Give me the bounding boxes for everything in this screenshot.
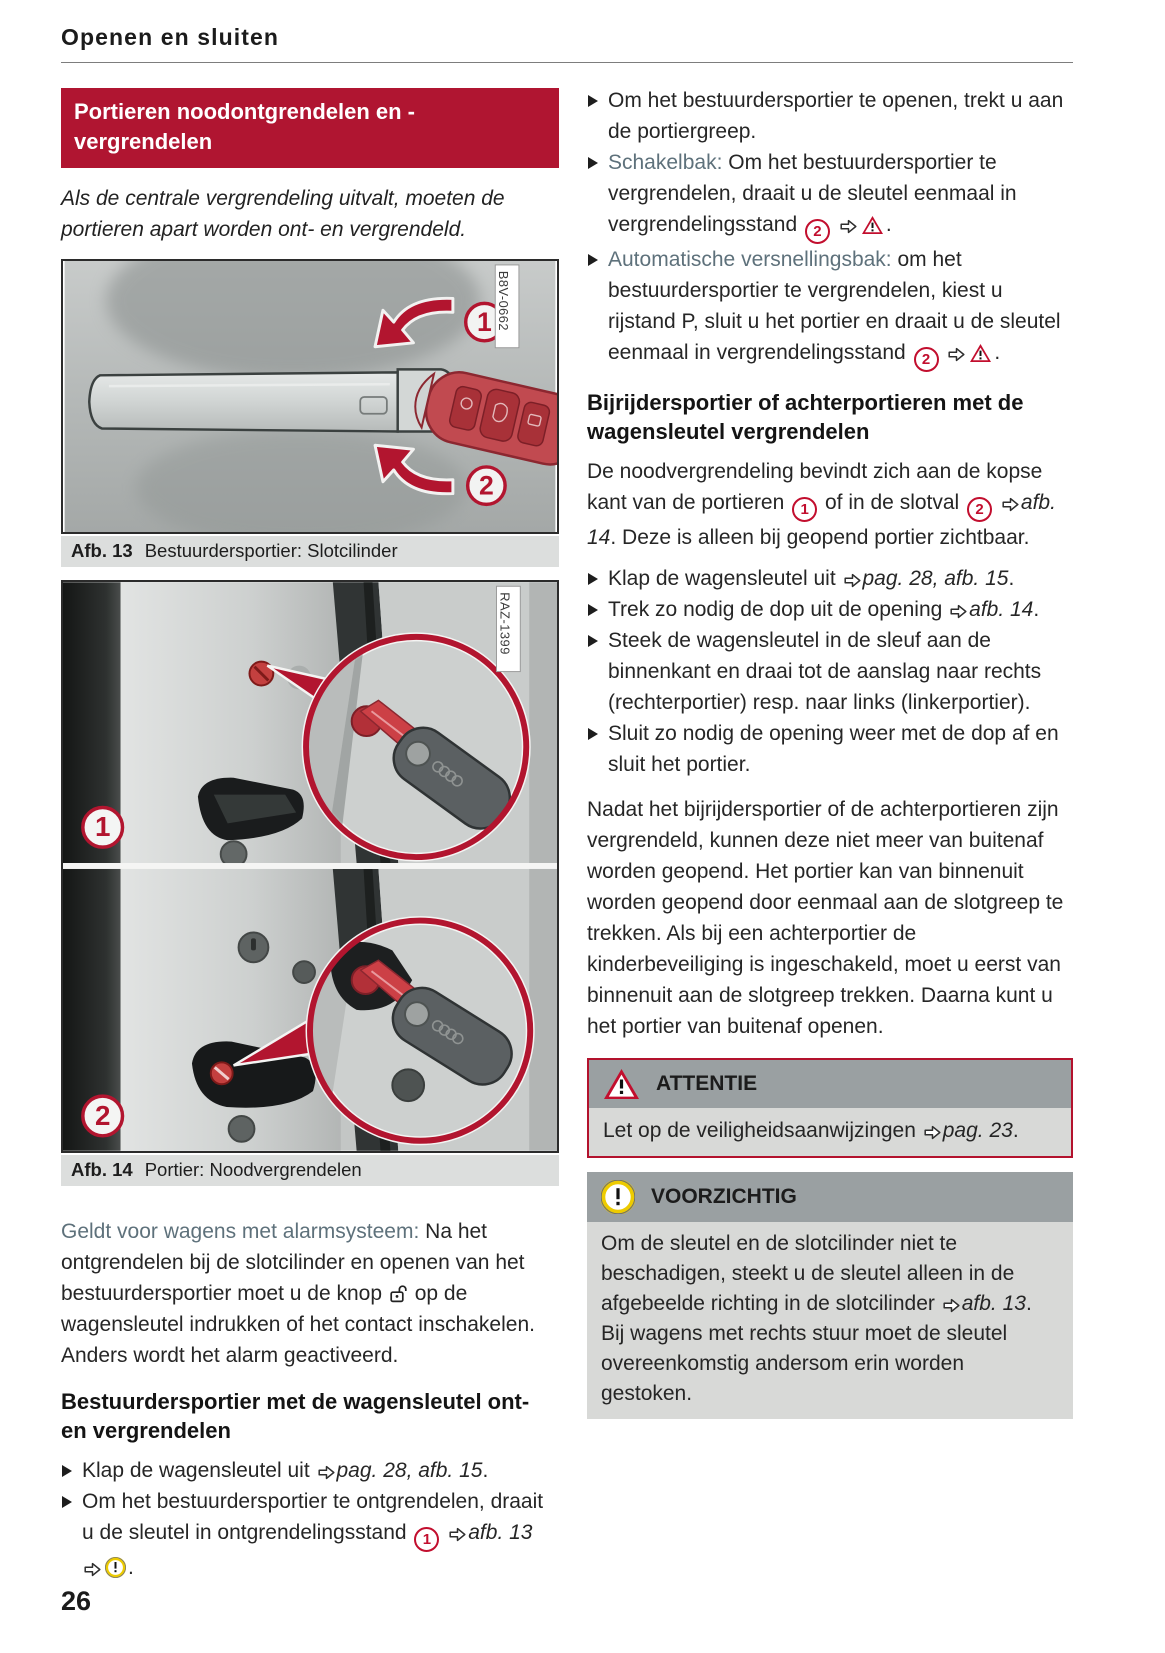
- caution-header: [587, 1172, 1073, 1222]
- figure-14-caption: [61, 1155, 559, 1186]
- page-title: Openen en sluiten: [61, 24, 280, 50]
- text-run: Steek de wagensleutel in de sleuf aan de binnenkant en draai tot de aanslag naar rechts (rechterportier) resp. naar links (linkerportier).: [608, 629, 1042, 714]
- door-handle: [89, 369, 457, 431]
- svg-text:2: 2: [478, 470, 494, 501]
- text-run: . Bij wagens met rechts stuur moet de sleutel overeenkomstig andersom erin worden gestoken.: [601, 1292, 1032, 1405]
- arrow-icon: [318, 1465, 335, 1480]
- bullet-item: [587, 85, 1073, 147]
- section-heading-driver-door: Bestuurdersportier met de wagensleutel ont- en vergrendelen: [61, 1389, 530, 1443]
- ref-number-badge: 2: [967, 497, 992, 522]
- text-run: of in de slotval: [819, 491, 966, 514]
- attention-body: [589, 1108, 1071, 1156]
- warn-icon: [861, 215, 884, 235]
- text-run: afb. 14: [969, 598, 1034, 621]
- figure-14-caption-label: Afb. 14: [71, 1159, 133, 1180]
- section-title-banner: Portieren noodontgrendelen en -vergrendelen: [61, 88, 559, 168]
- text-run: Om de sleutel en de slotcilinder niet te beschadigen, steekt u de sleutel alleen in de afgebeelde richting in de slotcilinder: [601, 1232, 1015, 1315]
- marker-1-badge: [83, 807, 123, 847]
- text-run: Geldt voor wagens met alarmsysteem:: [61, 1220, 420, 1243]
- text-run: [832, 213, 838, 236]
- text-run: Om het bestuurdersportier te vergrendelen, draait u de sleutel eenmaal in vergrendelingsstand: [608, 151, 1017, 236]
- arrow-icon: [950, 604, 967, 619]
- text-run: Klap de wagensleutel uit: [82, 1459, 316, 1482]
- bullet-item: [587, 147, 1073, 244]
- figure-13-caption-label: Afb. 13: [71, 540, 133, 561]
- bullet-item: [587, 563, 1073, 594]
- right-column: [587, 0, 1073, 1419]
- text-run: Na het ontgrendelen bij de slotcilinder en openen van het bestuurdersportier moet u de knop: [61, 1220, 525, 1305]
- ref-number-badge: 1: [414, 1527, 439, 1552]
- text-run: op de wagensleutel indrukken of het contact inschakelen. Anders wordt het alarm geactiveerd.: [61, 1282, 535, 1367]
- text-run: afb. 14: [587, 491, 1056, 549]
- text-run: Sluit zo nodig de opening weer met de dop af en sluit het portier.: [608, 722, 1059, 776]
- bullet-item: [61, 1455, 559, 1486]
- text-run: [441, 1521, 447, 1544]
- text-run: [994, 491, 1000, 514]
- image-id-label: [496, 586, 520, 671]
- caution-icon: [105, 1557, 126, 1578]
- caution-title: VOORZICHTIG: [651, 1185, 797, 1208]
- half-divider: [63, 863, 557, 869]
- text-run: .: [1012, 1119, 1019, 1142]
- bullet-item: [587, 594, 1073, 625]
- arrow-icon: [449, 1527, 466, 1542]
- emergency-lock-screw: [211, 1062, 233, 1084]
- alarm-note: [61, 1216, 559, 1371]
- attention-title: ATTENTIE: [656, 1072, 758, 1095]
- text-run: De noodvergrendeling bevindt zich aan de kopse kant van de portieren: [587, 460, 1043, 514]
- arrow-icon: [924, 1125, 941, 1140]
- page-number: 26: [61, 1586, 92, 1616]
- ref-number-badge: 2: [805, 219, 830, 244]
- bullet-item: [587, 244, 1073, 372]
- bullet-item: [587, 625, 1073, 718]
- svg-text:1: 1: [477, 306, 492, 337]
- text-run: Automatische versnellingsbak:: [608, 248, 892, 271]
- mid-bullet-list: [587, 563, 1073, 780]
- figure-13-image: [61, 259, 559, 534]
- arrow-icon: [84, 1562, 101, 1577]
- image-id-label: [495, 265, 519, 348]
- top-bullet-list: [587, 85, 1073, 372]
- intro-text: Als de centrale vergrendeling uitvalt, moeten de portieren apart worden ont- en vergrendeld.: [61, 187, 505, 241]
- text-run: Schakelbak:: [608, 151, 723, 174]
- text-run: .: [885, 213, 892, 236]
- figure-afb-13: [61, 259, 559, 567]
- text-run: .: [1008, 567, 1015, 590]
- warning-triangle-icon: [603, 1068, 640, 1100]
- arrow-icon: [1002, 497, 1019, 512]
- caution-box: [587, 1172, 1073, 1419]
- text-run: Let op de veiligheidsaanwijzingen: [603, 1119, 922, 1142]
- figure-13-caption-text: Bestuurdersportier: Slotcilinder: [144, 540, 398, 561]
- arrow-icon: [948, 347, 965, 362]
- figure-afb-14: [61, 580, 559, 1186]
- svg-text:B8V-0662: B8V-0662: [496, 270, 512, 332]
- figure-14-lower-view: [63, 869, 557, 1153]
- left-column: [61, 0, 559, 1583]
- figure-14-caption-text: Portier: Noodvergrendelen: [144, 1159, 362, 1180]
- text-run: .: [994, 341, 1001, 364]
- text-run: afb. 13: [961, 1292, 1026, 1315]
- warn-icon: [969, 343, 992, 363]
- unlock-icon: [390, 1284, 407, 1303]
- driver-door-bullet-list: [61, 1455, 559, 1583]
- arrow-icon: [840, 219, 857, 234]
- svg-text:2: 2: [94, 1099, 111, 1131]
- svg-text:RAZ-1399: RAZ-1399: [497, 592, 513, 655]
- section-heading-passenger-doors: Bijrijdersportier of achterportieren met de wagensleutel vergrendelen: [587, 390, 1024, 444]
- text-run: Klap de wagensleutel uit: [608, 567, 842, 590]
- text-run: afb. 13: [468, 1521, 533, 1544]
- text-run: pag. 23: [942, 1119, 1013, 1142]
- text-run: Om het bestuurdersportier te ontgrendelen, draait u de sleutel in ontgrendelingsstand: [82, 1490, 544, 1544]
- caution-circle-icon: [601, 1180, 635, 1214]
- attention-header: [589, 1060, 1071, 1108]
- text-run: Om het bestuurdersportier te openen, trekt u aan de portiergreep.: [608, 89, 1064, 143]
- paragraph-after-locking: Nadat het bijrijdersportier of de achterportieren zijn vergrendeld, kunnen deze niet meer van buitenaf worden geopend. Het portier kan van binnenuit worden geopend door eenmaal aan de slotgreep te trekken. Als bij een achterportier de kinderbeveiliging is ingeschakeld, moet u eerst van binnenuit aan de slotgreep trekken. Daarna kunt u het portier van buitenaf openen.: [587, 798, 1064, 1038]
- text-run: Trek zo nodig de dop uit de opening: [608, 598, 949, 621]
- paragraph-lock-location: [587, 456, 1073, 553]
- text-run: [941, 341, 947, 364]
- attention-box: [587, 1058, 1073, 1158]
- figure-14-upper-view: [63, 582, 557, 872]
- svg-text:1: 1: [94, 811, 111, 843]
- text-run: . Deze is alleen bij geopend portier zichtbaar.: [610, 526, 1030, 549]
- figure-14-image: [61, 580, 559, 1153]
- bullet-item: [587, 718, 1073, 780]
- lock-bolt: [239, 932, 269, 962]
- text-run: .: [482, 1459, 489, 1482]
- text-run: .: [1033, 598, 1040, 621]
- arrow-icon: [943, 1298, 960, 1313]
- ref-number-badge: 1: [792, 497, 817, 522]
- text-run: pag. 28, afb. 15: [336, 1459, 483, 1482]
- arrow-icon: [844, 573, 861, 588]
- caution-body: [587, 1222, 1073, 1419]
- marker-2-badge: [468, 467, 505, 504]
- text-run: .: [128, 1556, 134, 1579]
- bullet-item: [61, 1486, 559, 1583]
- text-run: om het bestuurdersportier te vergrendelen, kiest u rijstand P, sluit u het portier en draait u de sleutel eenmaal in vergrendelingsstand: [608, 248, 1061, 364]
- figure-13-caption: [61, 536, 559, 567]
- marker-2-badge: [83, 1096, 123, 1136]
- ref-number-badge: 2: [914, 347, 939, 372]
- text-run: pag. 28, afb. 15: [862, 567, 1009, 590]
